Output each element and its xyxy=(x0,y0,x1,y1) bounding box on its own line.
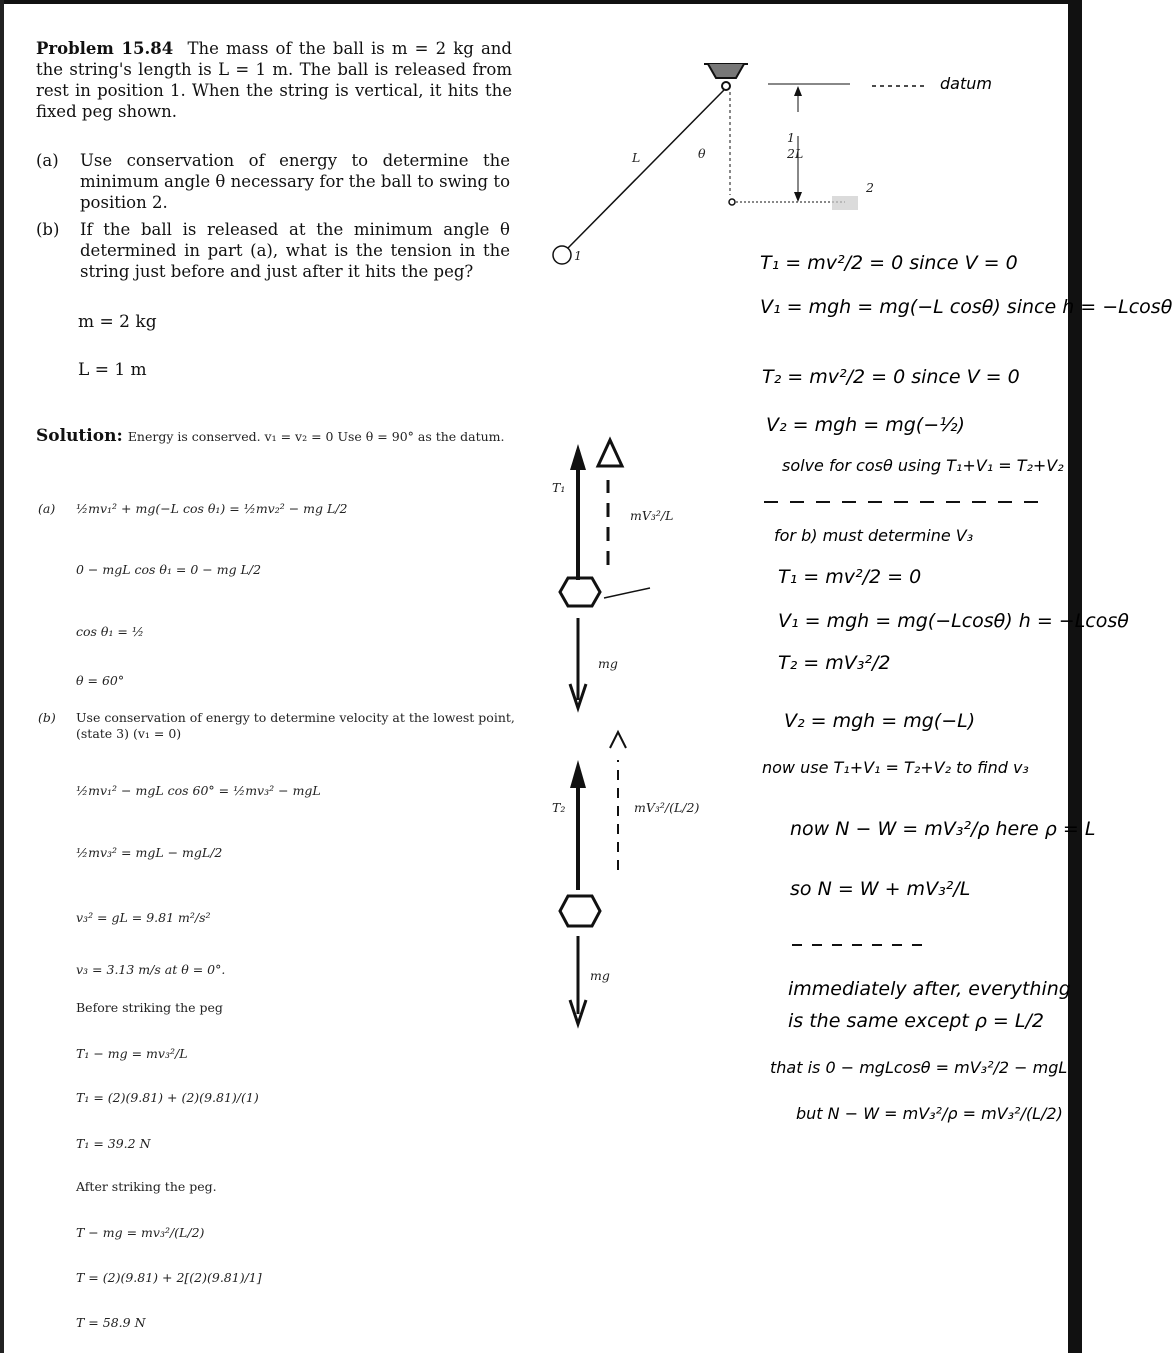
equation-a3: cos θ₁ = ½ xyxy=(76,624,144,639)
problem-text: The mass of the ball is m = 2 kg and the string's length is L = 1 m. The ball is released from rest in position 1. When the string is vertical, it hits the fixed peg shown. xyxy=(36,39,512,121)
label-half: 1 xyxy=(787,130,795,145)
handwritten-line-11: now use T₁+V₁ = T₂+V₂ to find v₃ xyxy=(762,758,1029,777)
equation-b1: ½mv₁² − mgL cos 60° = ½mv₃² − mgL xyxy=(76,783,321,798)
handwritten-line-5: solve for cosθ using T₁+V₁ = T₂+V₂ xyxy=(782,456,1064,475)
handwritten-line-9: T₂ = mV₃²/2 xyxy=(778,652,891,674)
part-a-text: Use conservation of energy to determine the minimum angle θ necessary for the ball to swing to position 2. xyxy=(80,151,510,212)
fbd-T2-label: T₂ xyxy=(552,800,566,815)
part-a-label-sol: (a) xyxy=(38,501,56,516)
label-half-L: 2L xyxy=(787,146,804,161)
peg-icon xyxy=(729,199,735,205)
handwritten-line-2: V₁ = mgh = mg(−L cosθ) since h = −Lcosθ xyxy=(760,296,1172,318)
equation-before-2: T₁ = (2)(9.81) + (2)(9.81)/(1) xyxy=(76,1090,259,1105)
handwritten-line-10: V₂ = mgh = mg(−L) xyxy=(784,710,976,732)
equation-a4: θ = 60° xyxy=(76,673,125,688)
label-position-2: 2 xyxy=(866,180,874,195)
string-line xyxy=(568,90,724,248)
fbd-mv2-over-L: mV₃²/L xyxy=(630,508,674,523)
label-L: L xyxy=(632,150,641,165)
equation-a1: ½mv₁² + mg(−L cos θ₁) = ½mv₂² − mg L/2 xyxy=(76,501,348,516)
equation-before-1: T₁ − mg = mv₃²/L xyxy=(76,1046,188,1061)
handwritten-line-1: T₁ = mv²/2 = 0 since V = 0 xyxy=(760,252,1018,274)
handwritten-line-7: T₁ = mv²/2 = 0 xyxy=(778,566,922,588)
given-mass: m = 2 kg xyxy=(78,312,157,332)
part-b-label-sol: (b) xyxy=(38,710,56,725)
handwritten-line-13: so N = W + mV₃²/L xyxy=(790,878,971,900)
fbd-mv2-over-half-L: mV₃²/(L/2) xyxy=(634,800,700,815)
handwritten-line-3: T₂ = mv²/2 = 0 since V = 0 xyxy=(762,366,1020,388)
peg-support-icon xyxy=(704,64,748,90)
handwritten-line-17: but N − W = mV₃²/ρ = mV₃²/(L/2) xyxy=(796,1104,1063,1123)
solution-heading: Solution: xyxy=(36,426,123,446)
handwritten-line-12: now N − W = mV₃²/ρ here ρ = L xyxy=(790,818,1096,840)
label-position-1: 1 xyxy=(574,248,582,263)
handwritten-line-4: V₂ = mgh = mg(−½) xyxy=(766,414,965,436)
part-a-label: (a) xyxy=(36,151,59,170)
before-peg-label: Before striking the peg xyxy=(76,1000,223,1015)
handwritten-line-6: for b) must determine V₃ xyxy=(774,526,974,545)
handwritten-line-16: that is 0 − mgLcosθ = mV₃²/2 − mgL xyxy=(770,1058,1068,1077)
after-peg-label: After striking the peg. xyxy=(76,1179,217,1194)
given-length: L = 1 m xyxy=(78,360,147,380)
ball-position-1 xyxy=(553,246,571,264)
equation-b3: v₃² = gL = 9.81 m²/s² xyxy=(76,910,211,925)
equation-a2: 0 − mgL cos θ₁ = 0 − mg L/2 xyxy=(76,562,262,577)
equation-b4: v₃ = 3.13 m/s at θ = 0°. xyxy=(76,962,226,977)
handwritten-line-8: V₁ = mgh = mg(−Lcosθ) h = −Lcosθ xyxy=(778,610,1129,632)
part-b-text: If the ball is released at the minimum angle θ determined in part (a), what is the tension in the string just before and just after it hits the peg? xyxy=(80,220,510,281)
ball-position-2 xyxy=(832,196,858,210)
equation-after-3: T = 58.9 N xyxy=(76,1315,146,1330)
part-b-intro: Use conservation of energy to determine velocity at the lowest point, (state 3) (v₁ = 0) xyxy=(76,710,515,741)
equation-b2: ½mv₃² = mgL − mgL/2 xyxy=(76,845,223,860)
datum-label: datum xyxy=(940,74,992,93)
fbd-mg-label-1: mg xyxy=(598,656,618,671)
solution-intro-text: Energy is conserved. v₁ = v₂ = 0 Use θ = 90° as the datum. xyxy=(127,429,505,444)
fbd-T1-label: T₁ xyxy=(552,480,566,495)
handwritten-line-14: immediately after, everything xyxy=(788,978,1071,1000)
handwritten-line-15: is the same except ρ = L/2 xyxy=(788,1010,1044,1032)
problem-number: Problem 15.84 xyxy=(36,39,174,58)
equation-after-2: T = (2)(9.81) + 2[(2)(9.81)/1] xyxy=(76,1270,262,1285)
label-theta: θ xyxy=(698,146,706,161)
fbd-mg-label-2: mg xyxy=(590,968,610,983)
equation-before-3: T₁ = 39.2 N xyxy=(76,1136,151,1151)
equation-after-1: T − mg = mv₃²/(L/2) xyxy=(76,1225,205,1240)
part-b-label: (b) xyxy=(36,220,60,239)
